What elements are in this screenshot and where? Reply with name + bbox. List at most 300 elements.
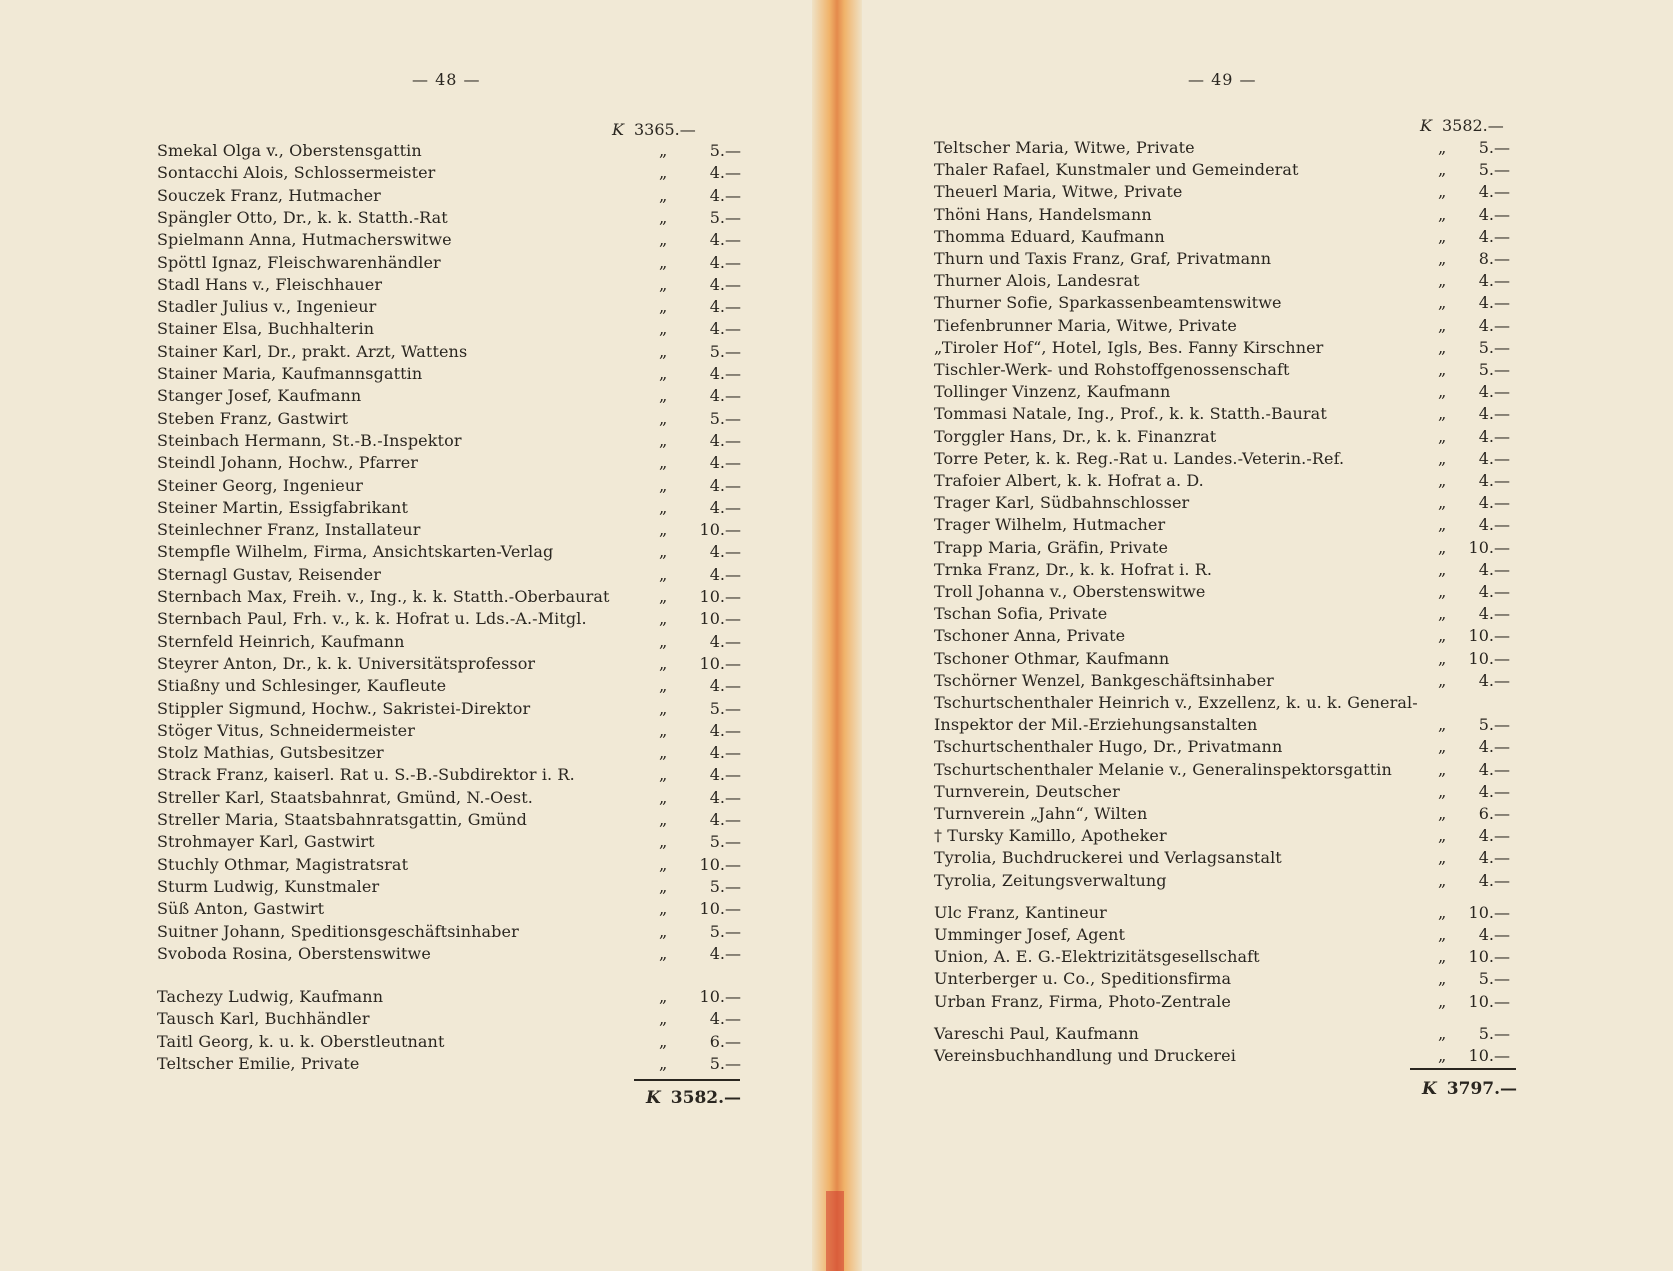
entry-name: Trager Wilhelm, Hutmacher <box>934 515 1166 535</box>
entry-amount: 4.— <box>709 453 741 473</box>
sum-rule <box>634 1079 740 1081</box>
ditto-mark: „ <box>659 720 668 740</box>
ditto-mark: „ <box>1438 426 1447 446</box>
list-item <box>934 270 1574 292</box>
entry-name: Stöger Vitus, Schneidermeister <box>157 720 415 740</box>
entry-name: Steyrer Anton, Dr., k. k. Universitätsprofessor <box>157 653 536 673</box>
entry-name: Stuchly Othmar, Magistratsrat <box>157 854 409 874</box>
list-item <box>157 229 747 251</box>
list-item <box>157 1053 747 1075</box>
ditto-mark: „ <box>659 1009 668 1029</box>
currency-symbol: K <box>1422 1079 1437 1099</box>
entry-amount: 4.— <box>1478 404 1510 424</box>
list-item <box>934 1045 1574 1067</box>
entry-amount: 4.— <box>1478 870 1510 890</box>
entry-amount: 4.— <box>709 631 741 651</box>
entry-name: Süß Anton, Gastwirt <box>157 899 325 919</box>
entry-amount: 4.— <box>709 720 741 740</box>
list-item <box>157 1031 747 1053</box>
page-48 <box>0 0 812 1271</box>
entry-amount: 6.— <box>709 1031 741 1051</box>
ditto-mark: „ <box>1438 204 1447 224</box>
entry-amount: 4.— <box>709 497 741 517</box>
entry-name: Stainer Karl, Dr., prakt. Arzt, Wattens <box>157 341 468 361</box>
entry-amount: 4.— <box>1478 925 1510 944</box>
list-item <box>157 986 747 1008</box>
ditto-mark: „ <box>1438 493 1447 513</box>
entry-name: Trafoier Albert, k. k. Hofrat a. D. <box>934 471 1204 490</box>
ditto-mark: „ <box>1438 337 1447 357</box>
list-item <box>157 341 747 363</box>
entry-amount: 5.— <box>1478 337 1510 357</box>
entry-amount: 4.— <box>1478 271 1510 291</box>
entry-amount: 4.— <box>709 676 741 696</box>
book-gutter <box>812 0 862 1271</box>
currency-symbol: K <box>1420 116 1432 135</box>
entry-name: Spielmann Anna, Hutmacherswitwe <box>157 230 452 250</box>
ditto-mark: „ <box>659 430 668 450</box>
entry-name: Troll Johanna v., Oberstenswitwe <box>934 582 1206 601</box>
entry-name: Stolz Mathias, Gutsbesitzer <box>157 743 384 763</box>
ditto-mark: „ <box>659 698 668 718</box>
entry-name: Teltscher Emilie, Private <box>157 1054 360 1073</box>
ditto-mark: „ <box>659 943 668 963</box>
entry-name: Taitl Georg, k. u. k. Oberstleutnant <box>157 1031 445 1051</box>
entry-amount: 4.— <box>709 386 741 406</box>
ditto-mark: „ <box>1438 448 1447 468</box>
ditto-mark: „ <box>1438 471 1447 490</box>
entry-amount: 10.— <box>699 899 741 919</box>
ditto-mark: „ <box>1438 737 1447 757</box>
carry-value: 3582.— <box>1441 116 1504 135</box>
sum-rule <box>1410 1068 1516 1070</box>
entry-amount: 4.— <box>1478 515 1510 535</box>
entry-amount: 5.— <box>709 876 741 896</box>
entry-name: Souczek Franz, Hutmacher <box>157 185 381 205</box>
list-item <box>157 876 747 898</box>
entry-name: Streller Maria, Staatsbahnratsgattin, Gmünd <box>157 810 528 829</box>
ditto-mark: „ <box>659 207 668 227</box>
ditto-mark: „ <box>1438 626 1447 646</box>
entry-name: Stempfle Wilhelm, Firma, Ansichtskarten-Verlag <box>157 542 554 562</box>
list-item <box>157 519 747 541</box>
list-item <box>934 159 1574 181</box>
entry-amount: 4.— <box>709 319 741 339</box>
entry-name: Sternagl Gustav, Reisender <box>157 564 381 584</box>
entry-amount: 4.— <box>709 475 741 495</box>
total-value: 3797.— <box>1446 1079 1518 1099</box>
list-item <box>157 541 747 563</box>
entry-amount: 4.— <box>1478 737 1510 757</box>
entry-amount: 5.— <box>1478 715 1510 735</box>
entry-amount: 10.— <box>1468 537 1510 557</box>
ditto-mark: „ <box>1438 559 1447 579</box>
ditto-mark: „ <box>659 252 668 272</box>
list-item <box>157 497 747 519</box>
list-item <box>934 426 1574 448</box>
list-item <box>157 452 747 474</box>
list-item <box>934 403 1574 425</box>
entry-amount: 10.— <box>699 609 741 629</box>
ditto-mark: „ <box>1438 515 1447 535</box>
page-number: — 49 — <box>1188 70 1257 89</box>
ditto-mark: „ <box>1438 293 1447 313</box>
entry-name: Sontacchi Alois, Schlossermeister <box>157 163 436 183</box>
entry-name: Stainer Elsa, Buchhalterin <box>157 319 375 339</box>
list-item <box>157 185 747 207</box>
entry-amount: 5.— <box>1478 1023 1510 1043</box>
list-item <box>157 653 747 675</box>
list-item <box>157 207 747 229</box>
entry-amount: 4.— <box>1478 604 1510 624</box>
entry-amount: 4.— <box>1478 226 1510 246</box>
list-item <box>157 162 747 184</box>
list-item <box>934 1023 1574 1045</box>
entry-name: Thurn und Taxis Franz, Graf, Privatmann <box>934 249 1272 268</box>
list-item <box>157 608 747 630</box>
page-total <box>646 1088 741 1108</box>
entry-name: Inspektor der Mil.-Erziehungsanstalten <box>934 715 1258 735</box>
entry-name: Tischler-Werk- und Rohstoffgenossenschaft <box>934 360 1290 379</box>
entry-amount: 10.— <box>699 520 741 540</box>
ditto-mark: „ <box>659 564 668 584</box>
entry-amount: 4.— <box>1478 781 1510 801</box>
entry-name: Steiner Martin, Essigfabrikant <box>157 497 408 517</box>
entry-amount: 5.— <box>709 207 741 227</box>
entry-amount: 5.— <box>709 408 741 428</box>
entry-name: Urban Franz, Firma, Photo-Zentrale <box>934 991 1231 1011</box>
entry-amount: 4.— <box>1478 315 1510 335</box>
entry-amount: 4.— <box>1478 426 1510 446</box>
ditto-mark: „ <box>659 832 668 852</box>
entry-amount: 4.— <box>1478 826 1510 846</box>
entry-amount: 4.— <box>1478 582 1510 601</box>
list-item <box>157 475 747 497</box>
list-item <box>157 809 747 831</box>
list-item <box>157 385 747 407</box>
entry-amount: 4.— <box>1478 559 1510 579</box>
entry-name: Svoboda Rosina, Oberstenswitwe <box>157 943 431 963</box>
entry-name: † Tursky Kamillo, Apotheker <box>934 826 1167 846</box>
ditto-mark: „ <box>1438 404 1447 424</box>
entry-name: Stadl Hans v., Fleischhauer <box>157 274 383 294</box>
currency-symbol: K <box>612 120 624 139</box>
entry-name: Torre Peter, k. k. Reg.-Rat u. Landes.-Veterin.-Ref. <box>934 448 1345 468</box>
entry-name: Spängler Otto, Dr., k. k. Statth.-Rat <box>157 207 448 227</box>
entry-amount: 5.— <box>709 141 741 160</box>
page-49 <box>862 0 1673 1271</box>
list-item <box>934 514 1574 536</box>
entry-name: Tachezy Ludwig, Kaufmann <box>157 987 384 1007</box>
entry-amount: 4.— <box>709 163 741 183</box>
ditto-mark: „ <box>659 520 668 540</box>
list-item <box>157 742 747 764</box>
entry-amount: 5.— <box>1478 160 1510 180</box>
entry-amount: 10.— <box>1468 991 1510 1011</box>
ditto-mark: „ <box>1438 537 1447 557</box>
list-item <box>934 825 1574 847</box>
entry-amount: 10.— <box>699 653 741 673</box>
entry-amount: 5.— <box>1478 138 1510 157</box>
entry-name: Stiaßny und Schlesinger, Kaufleute <box>157 676 447 696</box>
entry-name: Teltscher Maria, Witwe, Private <box>934 138 1195 157</box>
list-item <box>934 736 1574 758</box>
list-item <box>157 921 747 943</box>
ditto-mark: „ <box>659 743 668 763</box>
entry-amount: 4.— <box>709 230 741 250</box>
ditto-mark: „ <box>1438 604 1447 624</box>
ditto-mark: „ <box>659 921 668 941</box>
entry-amount: 4.— <box>1478 493 1510 513</box>
entry-amount: 4.— <box>709 364 741 383</box>
ditto-mark: „ <box>659 230 668 250</box>
entry-name: Tschurtschenthaler Heinrich v., Exzellenz, k. u. k. General- <box>934 693 1418 712</box>
entry-amount: 10.— <box>699 854 741 874</box>
entry-name: Tyrolia, Buchdruckerei und Verlagsanstalt <box>934 848 1282 868</box>
page-total <box>1422 1079 1517 1099</box>
list-item <box>157 586 747 608</box>
entry-amount: 4.— <box>1478 293 1510 313</box>
ditto-mark: „ <box>1438 271 1447 291</box>
entry-amount: 4.— <box>709 274 741 294</box>
entry-name: Stanger Josef, Kaufmann <box>157 386 362 406</box>
list-item <box>934 470 1574 492</box>
entry-amount: 4.— <box>709 1009 741 1029</box>
entry-name: Thomma Eduard, Kaufmann <box>934 226 1165 246</box>
entry-name: Trapp Maria, Gräfin, Private <box>934 537 1169 557</box>
list-item <box>934 670 1574 692</box>
ditto-mark: „ <box>659 141 668 160</box>
entry-amount: 4.— <box>1478 848 1510 868</box>
entry-name: Ulc Franz, Kantineur <box>934 902 1107 922</box>
entry-amount: 4.— <box>709 787 741 807</box>
list-item <box>934 968 1574 990</box>
list-item <box>934 181 1574 203</box>
entry-amount: 10.— <box>699 987 741 1007</box>
entry-amount: 5.— <box>1478 360 1510 379</box>
list-item <box>157 252 747 274</box>
entry-name: Unterberger u. Co., Speditionsfirma <box>934 969 1232 989</box>
entry-amount: 10.— <box>1468 947 1510 967</box>
entry-name: Stainer Maria, Kaufmannsgattin <box>157 364 423 383</box>
entry-amount: 4.— <box>709 542 741 562</box>
entry-amount: 4.— <box>709 185 741 205</box>
list-item <box>157 318 747 340</box>
entry-name: Tschan Sofia, Private <box>934 604 1108 624</box>
bookmark-ribbon <box>826 1191 844 1271</box>
ditto-mark: „ <box>1438 582 1447 601</box>
ditto-mark: „ <box>1438 902 1447 922</box>
entry-amount: 4.— <box>1478 670 1510 690</box>
ditto-mark: „ <box>1438 648 1447 668</box>
list-item <box>157 698 747 720</box>
list-item <box>934 603 1574 625</box>
entry-name: Steben Franz, Gastwirt <box>157 408 349 428</box>
ditto-mark: „ <box>659 631 668 651</box>
entry-amount: 4.— <box>709 252 741 272</box>
entry-name: Tollinger Vinzenz, Kaufmann <box>934 382 1171 402</box>
entry-amount: 5.— <box>1478 969 1510 989</box>
ditto-mark: „ <box>659 274 668 294</box>
list-item <box>157 430 747 452</box>
ditto-mark: „ <box>1438 1046 1447 1065</box>
ditto-mark: „ <box>1438 991 1447 1011</box>
entry-amount: 5.— <box>709 341 741 361</box>
list-item <box>157 787 747 809</box>
entry-amount: 4.— <box>709 564 741 584</box>
entry-name: Stippler Sigmund, Hochw., Sakristei-Direktor <box>157 698 531 718</box>
list-item <box>934 870 1574 892</box>
entry-name: Strohmayer Karl, Gastwirt <box>157 832 375 852</box>
entry-name: Steinbach Hermann, St.-B.-Inspektor <box>157 430 462 450</box>
ditto-mark: „ <box>1438 315 1447 335</box>
list-item <box>157 1008 747 1030</box>
ditto-mark: „ <box>659 185 668 205</box>
ditto-mark: „ <box>659 787 668 807</box>
list-item <box>157 408 747 430</box>
ditto-mark: „ <box>659 475 668 495</box>
ditto-mark: „ <box>659 587 668 606</box>
ditto-mark: „ <box>659 542 668 562</box>
entry-name: Tyrolia, Zeitungsverwaltung <box>934 870 1167 890</box>
entry-amount: 4.— <box>1478 471 1510 490</box>
list-item <box>934 381 1574 403</box>
list-item <box>934 625 1574 647</box>
entry-name: Stadler Julius v., Ingenieur <box>157 297 377 317</box>
entry-name: Tommasi Natale, Ing., Prof., k. k. Statth.-Baurat <box>934 404 1327 424</box>
entry-name: Spöttl Ignaz, Fleischwarenhändler <box>157 252 441 272</box>
entry-name: Union, A. E. G.-Elektrizitätsgesellschaft <box>934 947 1260 967</box>
list-item <box>934 946 1574 968</box>
entry-name: Torggler Hans, Dr., k. k. Finanzrat <box>934 426 1217 446</box>
list-item <box>934 692 1574 714</box>
entry-name: Trnka Franz, Dr., k. k. Hofrat i. R. <box>934 559 1213 579</box>
ditto-mark: „ <box>1438 360 1447 379</box>
ditto-mark: „ <box>1438 670 1447 690</box>
entry-name: Tiefenbrunner Maria, Witwe, Private <box>934 315 1237 335</box>
entry-name: Umminger Josef, Agent <box>934 925 1126 944</box>
list-item <box>934 226 1574 248</box>
list-item <box>157 764 747 786</box>
ditto-mark: „ <box>1438 382 1447 402</box>
ditto-mark: „ <box>1438 160 1447 180</box>
entry-amount: 8.— <box>1478 249 1510 268</box>
entry-amount: 5.— <box>709 1054 741 1073</box>
entry-name: Tschurtschenthaler Hugo, Dr., Privatmann <box>934 737 1283 757</box>
ditto-mark: „ <box>1438 249 1447 268</box>
ditto-mark: „ <box>659 987 668 1007</box>
list-item <box>934 204 1574 226</box>
entry-name: Steinlechner Franz, Installateur <box>157 520 421 540</box>
ditto-mark: „ <box>1438 870 1447 890</box>
list-item <box>934 991 1574 1013</box>
list-item <box>157 898 747 920</box>
entry-amount: 4.— <box>709 430 741 450</box>
ditto-mark: „ <box>659 453 668 473</box>
ditto-mark: „ <box>1438 1023 1447 1043</box>
list-item <box>934 902 1574 924</box>
list-item <box>934 559 1574 581</box>
ditto-mark: „ <box>1438 226 1447 246</box>
entry-name: Sternfeld Heinrich, Kaufmann <box>157 631 405 651</box>
list-item <box>934 847 1574 869</box>
list-item <box>157 363 747 385</box>
ditto-mark: „ <box>659 876 668 896</box>
entry-name: Tausch Karl, Buchhändler <box>157 1009 370 1029</box>
ditto-mark: „ <box>1438 781 1447 801</box>
list-item <box>934 248 1574 270</box>
ditto-mark: „ <box>659 765 668 785</box>
entry-name: Vareschi Paul, Kaufmann <box>934 1023 1139 1043</box>
entry-name: Turnverein, Deutscher <box>934 781 1120 801</box>
ditto-mark: „ <box>659 854 668 874</box>
entry-name: Strack Franz, kaiserl. Rat u. S.-B.-Subdirektor i. R. <box>157 765 575 785</box>
entry-amount: 10.— <box>1468 626 1510 646</box>
carry-over-amount <box>1420 116 1504 135</box>
ditto-mark: „ <box>659 810 668 829</box>
entry-name: Tschörner Wenzel, Bankgeschäftsinhaber <box>934 670 1274 690</box>
currency-symbol: K <box>646 1088 661 1108</box>
entry-name: Suitner Johann, Speditionsgeschäftsinhaber <box>157 921 519 941</box>
ditto-mark: „ <box>1438 759 1447 779</box>
ditto-mark: „ <box>1438 804 1447 823</box>
ditto-mark: „ <box>659 341 668 361</box>
entry-name: Steiner Georg, Ingenieur <box>157 475 364 495</box>
ditto-mark: „ <box>659 163 668 183</box>
entry-amount: 4.— <box>1478 759 1510 779</box>
entry-name: Thöni Hans, Handelsmann <box>934 204 1152 224</box>
entry-name: Tschurtschenthaler Melanie v., Generalinspektorsgattin <box>934 759 1392 779</box>
list-item <box>934 492 1574 514</box>
ditto-mark: „ <box>659 1031 668 1051</box>
list-item <box>934 292 1574 314</box>
ditto-mark: „ <box>659 297 668 317</box>
list-item <box>934 924 1574 946</box>
ditto-mark: „ <box>659 609 668 629</box>
entry-name: Smekal Olga v., Oberstensgattin <box>157 141 422 160</box>
list-item <box>157 140 747 162</box>
list-item <box>934 581 1574 603</box>
entry-name: Thurner Alois, Landesrat <box>934 271 1140 291</box>
entry-amount: 4.— <box>1478 182 1510 202</box>
entry-amount: 10.— <box>1468 902 1510 922</box>
entry-name: Vereinsbuchhandlung und Druckerei <box>934 1046 1236 1065</box>
ditto-mark: „ <box>1438 947 1447 967</box>
list-item <box>157 720 747 742</box>
ditto-mark: „ <box>659 899 668 919</box>
entry-amount: 5.— <box>709 832 741 852</box>
entry-name: Sturm Ludwig, Kunstmaler <box>157 876 380 896</box>
list-item <box>934 648 1574 670</box>
entry-name: Tschoner Anna, Private <box>934 626 1126 646</box>
ditto-mark: „ <box>659 1054 668 1073</box>
entry-amount: 4.— <box>1478 382 1510 402</box>
entry-amount: 5.— <box>709 921 741 941</box>
ditto-mark: „ <box>1438 925 1447 944</box>
page-number: — 48 — <box>412 70 481 89</box>
entry-name: Sternbach Max, Freih. v., Ing., k. k. Statth.-Oberbaurat <box>157 587 610 606</box>
ditto-mark: „ <box>1438 969 1447 989</box>
list-item <box>157 675 747 697</box>
list-item <box>934 137 1574 159</box>
ditto-mark: „ <box>659 676 668 696</box>
list-item <box>934 359 1574 381</box>
entry-name: Thaler Rafael, Kunstmaler und Gemeinderat <box>934 160 1299 180</box>
ditto-mark: „ <box>659 386 668 406</box>
list-item <box>157 564 747 586</box>
entry-amount: 10.— <box>1468 1046 1510 1065</box>
entry-name: Trager Karl, Südbahnschlosser <box>934 493 1190 513</box>
